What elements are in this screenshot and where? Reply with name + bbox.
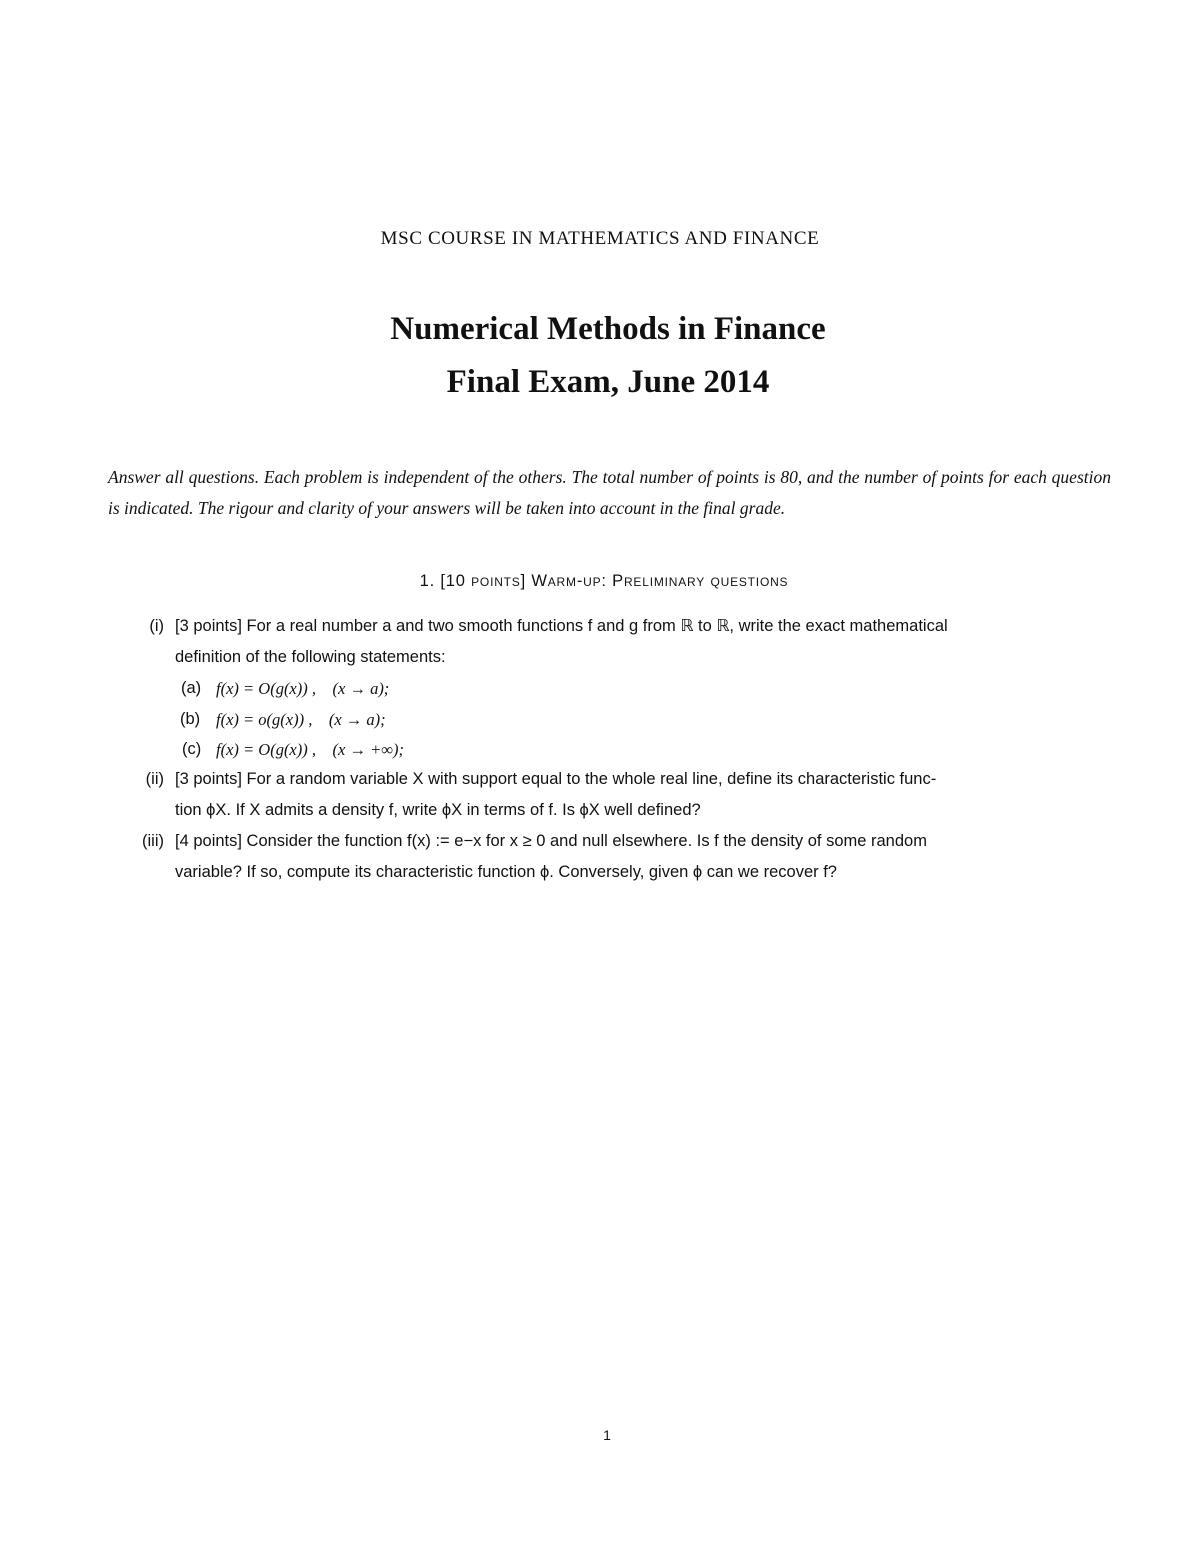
section-heading (0, 572, 1200, 591)
question-text-line1: [3 points] For a random variable X with support equal to the whole real line, define its characteristic func- (175, 770, 937, 788)
question-text-line2: variable? If so, compute its characteristic function ϕ. Conversely, given ϕ can we recover f? (175, 863, 837, 881)
sub-question-formula: f(x) = o(g(x)) , (x → a); (216, 710, 386, 729)
sub-question-label: (c) (182, 740, 202, 758)
exam-title: Numerical Methods in Finance (390, 311, 826, 347)
question-text-line2: tion ϕX. If X admits a density f, write ϕX in terms of f. Is ϕX well defined? (175, 801, 701, 819)
question-label: (iii) (142, 832, 164, 850)
sub-question-label: (b) (180, 710, 201, 728)
section-points: [10 points] (440, 572, 526, 590)
question-label: (i) (149, 617, 164, 635)
sub-question-formula: f(x) = O(g(x)) , (x → a); (216, 679, 390, 698)
question-text-line1: [4 points] Consider the function f(x) := e−x for x ≥ 0 and null elsewhere. Is f the density of some random (175, 832, 927, 850)
question-label: (ii) (145, 770, 164, 788)
section-number: 1. (419, 572, 436, 590)
question-ii (0, 764, 1200, 826)
sub-question-formula: f(x) = O(g(x)) , (x → +∞); (216, 740, 404, 759)
sub-question-b (0, 704, 1200, 735)
question-iii (0, 826, 1200, 888)
page-number: 1 (603, 1427, 611, 1443)
exam-subtitle: Final Exam, June 2014 (446, 364, 770, 400)
sub-question-a (0, 673, 1200, 704)
question-text-line1: [3 points] For a real number a and two smooth functions f and g from ℝ to ℝ, write the exact mathematical (175, 617, 948, 635)
sub-question-label: (a) (181, 679, 202, 697)
question-text-line2: definition of the following statements: (175, 648, 446, 666)
section-title: Warm-up: Preliminary questions (531, 572, 789, 590)
sub-question-c (0, 734, 1200, 765)
course-name: MSC COURSE IN MATHEMATICS AND FINANCE (380, 228, 820, 249)
question-i (0, 611, 1200, 673)
exam-instructions: Answer all questions. Each problem is independent of the others. The total number of points is 80, and the number of points for each question is indicated. The rigour and clarity of your answers will be taken into account in the final grade. (108, 467, 1111, 518)
